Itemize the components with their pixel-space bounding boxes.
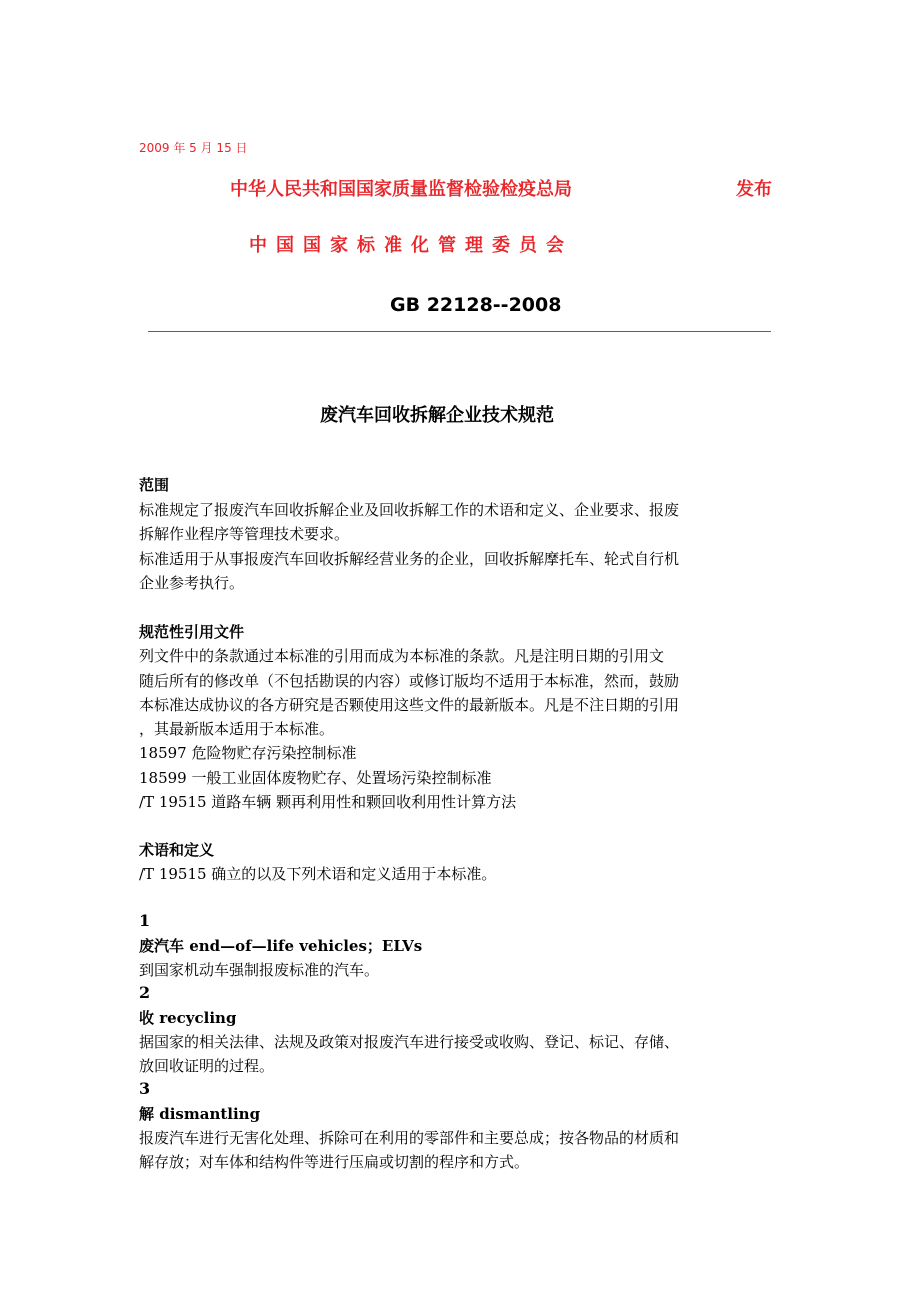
reference-item: /T 19515 道路车辆 颗再利用性和颗回收利用性计算方法 [139, 793, 517, 811]
term-number: 3 [139, 1079, 151, 1098]
header-divider [148, 331, 771, 332]
term-definition: 解存放；对车体和结构件等进行压扁或切割的程序和方式。 [139, 1153, 530, 1171]
references-line: 随后所有的修改单（不包括勘误的内容）或修订版均不适用于本标准，然而，鼓励 [139, 672, 680, 690]
term-number: 1 [139, 911, 151, 930]
standard-number: GB 22128--2008 [390, 294, 562, 316]
document-title: 废汽车回收拆解企业技术规范 [320, 405, 554, 426]
references-line: ，其最新版本适用于本标准。 [139, 720, 335, 738]
term-name: 解 dismantling [139, 1105, 261, 1123]
scope-line: 标准适用于从事报废汽车回收拆解经营业务的企业，回收拆解摩托车、轮式自行机 [139, 550, 680, 568]
standardization-committee: 中国国家标准化管理委员会 [249, 235, 573, 256]
terms-heading: 术语和定义 [139, 841, 215, 859]
scope-line: 拆解作业程序等管理技术要求。 [139, 525, 350, 543]
term-definition: 报废汽车进行无害化处理、拆除可在利用的零部件和主要总成；按各物品的材质和 [139, 1129, 680, 1147]
scope-heading: 范围 [139, 476, 170, 494]
issuing-authority: 中华人民共和国国家质量监督检验检疫总局 [230, 179, 572, 200]
term-name: 废汽车 end—of—life vehicles；ELVs [139, 937, 423, 955]
terms-intro: /T 19515 确立的以及下列术语和定义适用于本标准。 [139, 865, 497, 883]
term-number: 2 [139, 983, 151, 1002]
term-definition: 放回收证明的过程。 [139, 1057, 275, 1075]
term-name: 收 recycling [139, 1009, 237, 1027]
references-heading: 规范性引用文件 [139, 623, 245, 641]
term-definition: 据国家的相关法律、法规及政策对报废汽车进行接受或收购、登记、标记、存储、 [139, 1033, 680, 1051]
reference-item: 18599 一般工业固体废物贮存、处置场污染控制标准 [139, 769, 492, 787]
issue-date: 2009 年 5 月 15 日 [139, 141, 248, 155]
term-definition: 到国家机动车强制报废标准的汽车。 [139, 961, 380, 979]
references-line: 列文件中的条款通过本标准的引用而成为本标准的条款。凡是注明日期的引用文 [139, 647, 665, 665]
reference-item: 18597 危险物贮存污染控制标准 [139, 744, 357, 762]
references-line: 本标准达成协议的各方研究是否颗使用这些文件的最新版本。凡是不注日期的引用 [139, 696, 680, 714]
scope-line: 标准规定了报废汽车回收拆解企业及回收拆解工作的术语和定义、企业要求、报废 [139, 501, 680, 519]
issued-label: 发布 [736, 179, 772, 200]
scope-line: 企业参考执行。 [139, 574, 245, 592]
